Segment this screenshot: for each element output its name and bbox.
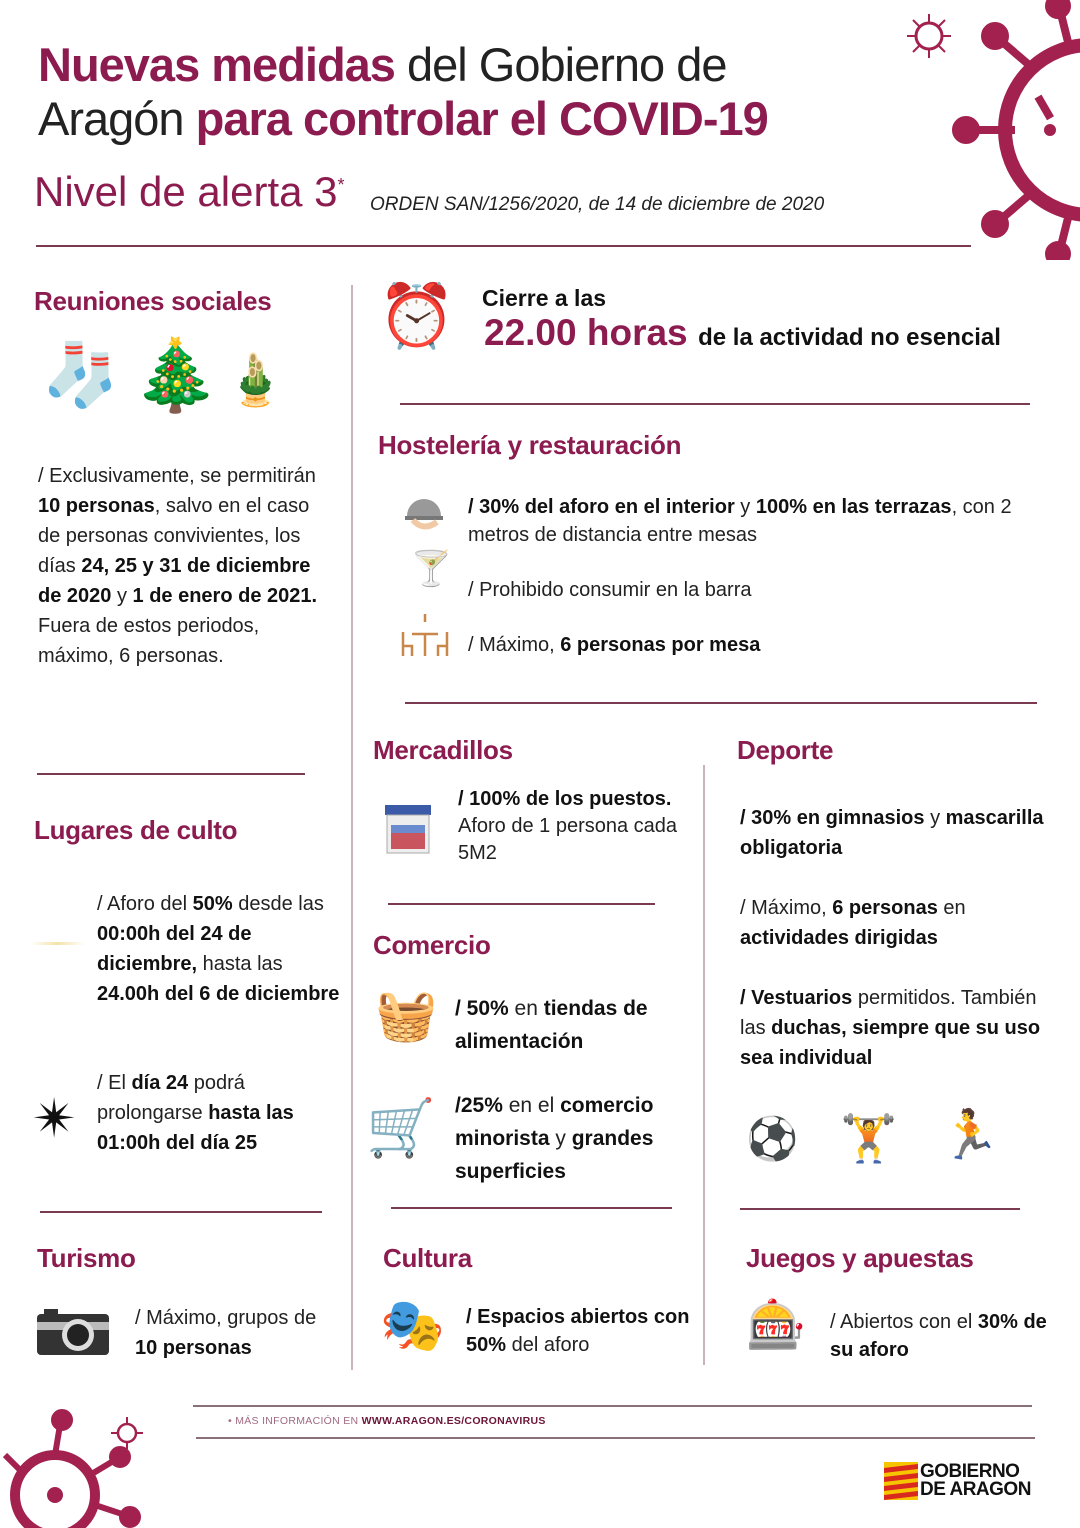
text: permitidos. También las <box>740 987 1037 1039</box>
mercadillos-text <box>458 786 688 867</box>
divider <box>740 1208 1020 1210</box>
text: Aforo de 1 persona cada 5M2 <box>458 815 678 864</box>
virus-decoration-icon <box>940 0 1080 260</box>
bold-text: mascarilla obligatoria <box>740 807 1044 859</box>
text: en <box>937 897 966 919</box>
closing-rest: de la actividad no esencial <box>698 324 1001 351</box>
divider <box>196 1437 1035 1439</box>
culto-item <box>97 889 342 1009</box>
section-title-culto: Lugares de culto <box>34 815 238 845</box>
text: hasta las <box>197 953 283 975</box>
soccer-ball-icon: ⚽ <box>746 1115 799 1162</box>
divider <box>388 903 655 905</box>
bold-text: /25% <box>455 1094 503 1117</box>
camera-icon <box>36 1308 110 1356</box>
section-title-hosteleria: Hostelería y restauración <box>378 430 682 460</box>
more-info-link[interactable]: WWW.ARAGON.ES/CORONAVIRUS <box>361 1415 546 1427</box>
runner-icon: 🏃 <box>940 1109 1000 1162</box>
text: / Máximo, grupos de <box>135 1307 317 1329</box>
bold-text: tiendas de alimentación <box>455 997 648 1053</box>
text: / El <box>97 1072 132 1094</box>
text: / Máximo, <box>740 897 833 919</box>
title-line-1 <box>38 38 768 92</box>
shopping-cart-icon: 🛒 <box>366 1096 436 1159</box>
text: del aforo <box>506 1334 590 1356</box>
column-divider <box>351 285 353 1370</box>
cultura-text <box>466 1303 696 1359</box>
bold-text: 6 personas <box>832 897 938 919</box>
comercio-item <box>455 992 695 1058</box>
bold-text: / 50% <box>455 997 509 1020</box>
text: y <box>111 585 133 607</box>
divider <box>40 1211 322 1213</box>
section-title-turismo: Turismo <box>37 1243 136 1273</box>
divider <box>36 245 971 247</box>
text: , salvo en el caso de personas convivientes, los días <box>38 495 310 577</box>
text: desde las <box>232 893 324 915</box>
christmas-stocking-icon: 🧦 <box>42 341 120 410</box>
hosteleria-item <box>468 575 1028 605</box>
bold-text: duchas, siempre que su uso sea individual <box>740 1017 1041 1069</box>
section-title-reuniones: Reuniones sociales <box>34 286 272 316</box>
bold-text: / Vestuarios <box>740 987 853 1009</box>
text: Aragón <box>38 92 196 145</box>
page-title <box>38 38 768 146</box>
bold-text: 10 personas <box>135 1337 252 1359</box>
bold-text: para controlar el COVID-19 <box>195 92 768 145</box>
text: y <box>734 496 756 518</box>
hosteleria-item <box>468 630 1028 660</box>
reuniones-text <box>38 461 323 671</box>
light-sparkle-icon <box>30 942 85 945</box>
juegos-text <box>830 1308 1050 1364</box>
bold-text: hasta las 01:00h del día 25 <box>97 1102 294 1154</box>
small-virus-icon <box>110 1416 144 1450</box>
text: / Aforo del <box>97 893 193 915</box>
text: / Prohibido consumir en la barra <box>468 579 752 601</box>
divider <box>37 773 305 775</box>
text: y <box>549 1127 572 1150</box>
divider <box>193 1405 1032 1407</box>
section-title-cultura: Cultura <box>383 1243 472 1273</box>
bold-text: / Espacios abiertos con 50% <box>466 1306 690 1356</box>
text: podrá prolongarse <box>97 1072 245 1124</box>
bold-text: Nuevas medidas <box>38 38 395 91</box>
comercio-item <box>455 1089 695 1188</box>
christmas-tree-icon: 🎄 <box>132 336 220 414</box>
christmas-ornaments-icon: 🎍 <box>224 352 287 408</box>
bold-text: comercio minorista <box>455 1094 654 1150</box>
text: , con 2 metros de distancia entre mesas <box>468 496 1012 546</box>
bold-text: 10 personas <box>38 495 155 517</box>
alert-level <box>34 168 345 216</box>
more-info-label: • MÁS INFORMACIÓN EN <box>228 1415 362 1427</box>
bold-text: día 24 <box>131 1072 189 1094</box>
table-chairs-icon <box>400 612 450 660</box>
food-basket-icon: 🧺 <box>375 987 438 1043</box>
culto-item <box>97 1068 342 1158</box>
text: / Abiertos con el <box>830 1311 978 1333</box>
alert-level-text: Nivel de alerta 3 <box>34 168 338 215</box>
food-cloche-icon <box>403 490 445 532</box>
section-title-mercadillos: Mercadillos <box>373 735 513 765</box>
column-divider <box>703 765 705 1365</box>
text: del Gobierno de <box>394 38 727 91</box>
deporte-item <box>740 803 1060 863</box>
bold-text: 100% en las terrazas <box>755 496 952 518</box>
small-virus-icon <box>905 12 953 60</box>
poker-chips-icon: 🎰 <box>746 1299 806 1352</box>
bold-text: / 30% del aforo en el interior <box>468 496 735 518</box>
text: / Máximo, <box>468 634 561 656</box>
text: y <box>924 807 946 829</box>
turismo-text <box>135 1303 335 1363</box>
divider <box>391 1207 672 1209</box>
bold-text: / 30% en gimnasios <box>740 807 925 829</box>
bold-text: 30% de su aforo <box>830 1311 1047 1361</box>
alarm-clock-icon: ⏰ <box>378 282 456 351</box>
order-reference: ORDEN SAN/1256/2020, de 14 de diciembre de 2020 <box>370 194 825 215</box>
section-title-comercio: Comercio <box>373 930 491 960</box>
closing-label: Cierre a las <box>482 285 607 311</box>
text: en <box>508 997 544 1020</box>
star-icon: ✴ <box>32 1089 78 1149</box>
text: Fuera de estos periodos, máximo, 6 personas. <box>38 615 260 667</box>
section-title-juegos: Juegos y apuestas <box>746 1243 974 1273</box>
weightlifter-icon: 🏋 <box>840 1112 898 1164</box>
deporte-item <box>740 983 1060 1073</box>
divider <box>400 403 1030 405</box>
closing-time <box>484 312 1001 354</box>
bold-text: 24.00h del 6 de diciembre <box>97 983 340 1005</box>
closing-time-value: 22.00 horas <box>484 312 688 353</box>
bold-text: 6 personas por mesa <box>560 634 761 656</box>
deporte-item <box>740 893 1060 953</box>
cocktail-icon: 🍸 <box>410 550 453 588</box>
theater-masks-icon: 🎭 <box>380 1297 445 1355</box>
hosteleria-item <box>468 493 1038 549</box>
gobierno-aragon-logo <box>884 1462 1040 1500</box>
bold-text: 50% <box>192 893 233 915</box>
section-title-deporte: Deporte <box>737 735 834 765</box>
logo-text: GOBIERNO DE ARAGON <box>920 1461 1031 1500</box>
divider <box>405 702 1037 704</box>
bold-text: 1 de enero de 2021. <box>132 585 318 607</box>
bold-text: / 100% de los puestos. <box>458 788 672 810</box>
alert-asterisk: * <box>337 175 345 195</box>
text: / Exclusivamente, se permitirán <box>38 465 316 487</box>
text: en el <box>502 1094 561 1117</box>
title-line-2 <box>38 92 768 146</box>
bold-text: grandes superficies <box>455 1127 654 1183</box>
aragon-flag-icon <box>884 1462 918 1500</box>
more-info <box>228 1415 546 1427</box>
bold-text: actividades dirigidas <box>740 927 938 949</box>
bold-text: 00:00h del 24 de diciembre, <box>97 923 252 975</box>
bold-text: 24, 25 y 31 de diciembre de 2020 <box>38 555 311 607</box>
market-stall-icon <box>383 803 433 855</box>
